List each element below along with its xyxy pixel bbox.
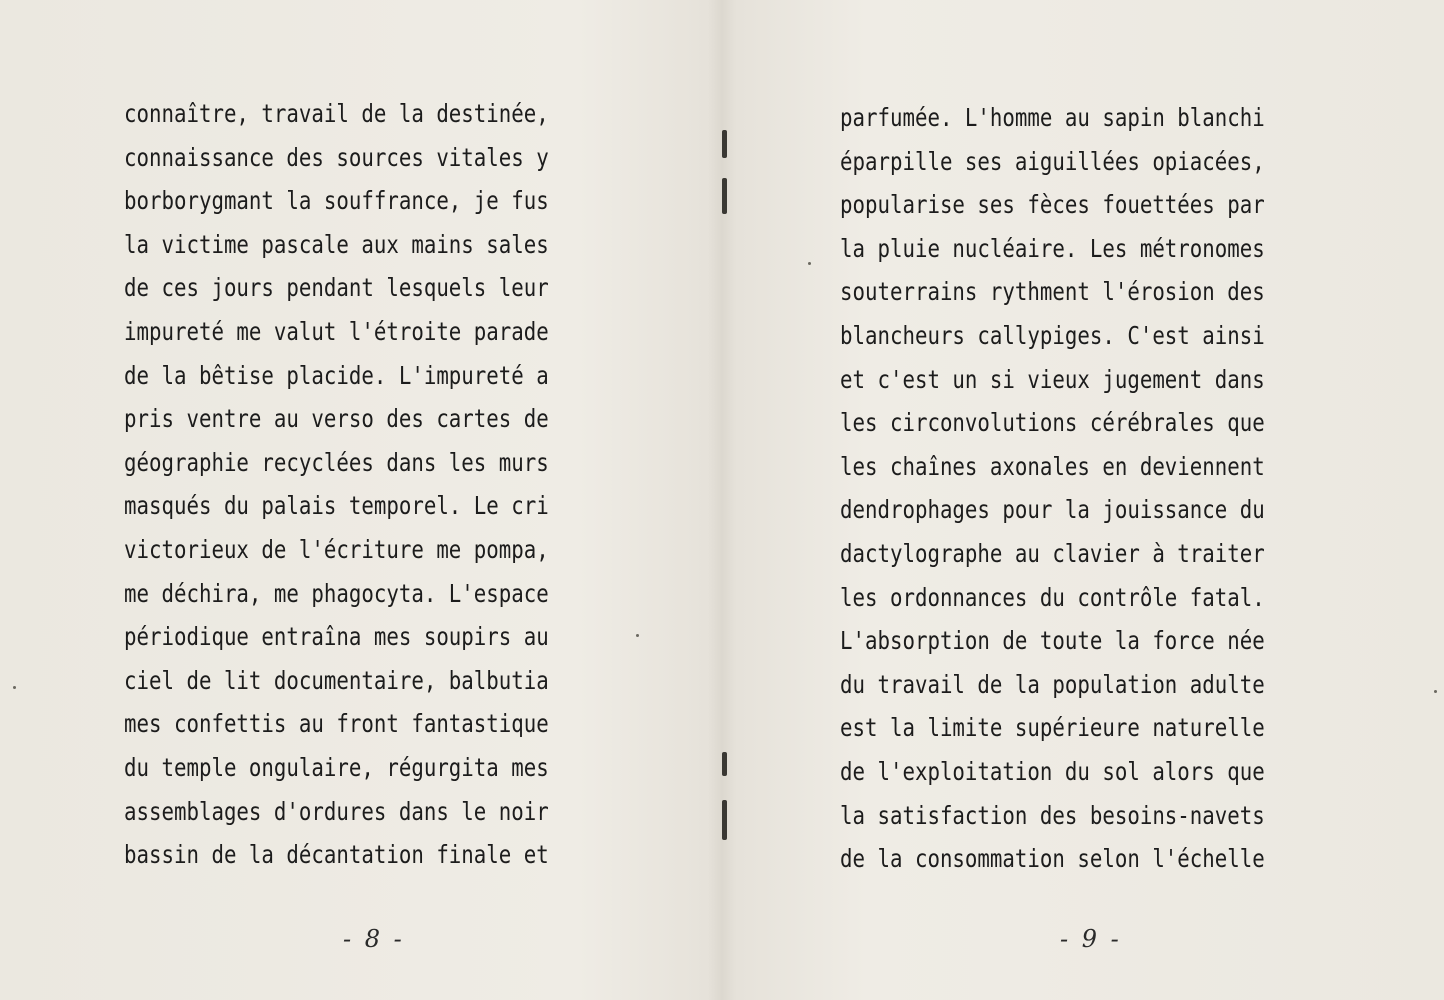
text-line: dendrophages pour la jouissance du — [840, 495, 1265, 525]
text-line: borborygmant la souffrance, je fus — [124, 186, 549, 216]
text-line: souterrains rythment l'érosion des — [840, 277, 1265, 307]
text-line: éparpille ses aiguillées opiacées, — [840, 146, 1265, 176]
paper-speck — [808, 262, 811, 265]
left-page-text — [124, 92, 622, 877]
paper-speck — [1434, 690, 1437, 693]
text-line: la pluie nucléaire. Les métronomes — [840, 233, 1265, 263]
text-line: victorieux de l'écriture me pompa, — [124, 534, 549, 564]
text-line: de ces jours pendant lesquels leur — [124, 273, 549, 303]
text-line: les circonvolutions cérébrales que — [840, 408, 1265, 438]
text-line: masqués du palais temporel. Le cri — [124, 491, 549, 521]
text-line: de l'exploitation du sol alors que — [840, 756, 1265, 786]
text-line: géographie recyclées dans les murs — [124, 447, 549, 477]
text-line: connaissance des sources vitales y — [124, 142, 549, 172]
page-number-right: - 9 - — [1060, 925, 1122, 953]
text-line: popularise ses fèces fouettées par — [840, 190, 1265, 220]
text-line: du travail de la population adulte — [840, 669, 1265, 699]
text-line: pris ventre au verso des cartes de — [124, 404, 549, 434]
text-line: du temple ongulaire, régurgita mes — [124, 752, 549, 782]
staple-mark — [722, 130, 727, 158]
text-line: impureté me valut l'étroite parade — [124, 316, 549, 346]
text-line: les chaînes axonales en deviennent — [840, 451, 1265, 481]
right-page-text — [840, 96, 1338, 881]
text-line: mes confettis au front fantastique — [124, 709, 549, 739]
text-line: parfumée. L'homme au sapin blanchi — [840, 103, 1265, 132]
text-line: de la consommation selon l'échelle — [840, 844, 1265, 874]
text-line: ciel de lit documentaire, balbutia — [124, 665, 549, 695]
text-line: et c'est un si vieux jugement dans — [840, 364, 1265, 394]
paper-speck — [636, 634, 639, 637]
page-number-left: - 8 - — [343, 925, 405, 953]
right-page — [722, 0, 1444, 1000]
text-line: périodique entraîna mes soupirs au — [124, 622, 549, 652]
text-line: dactylographe au clavier à traiter — [840, 538, 1265, 568]
staple-mark — [722, 800, 727, 840]
paper-speck — [13, 686, 16, 689]
text-line: L'absorption de toute la force née — [840, 626, 1265, 656]
staple-mark — [722, 752, 727, 776]
text-line: bassin de la décantation finale et — [124, 840, 549, 870]
text-line: la victime pascale aux mains sales — [124, 229, 549, 259]
text-line: de la bêtise placide. L'impureté a — [124, 360, 549, 390]
text-line: connaître, travail de la destinée, — [124, 99, 549, 128]
text-line: assemblages d'ordures dans le noir — [124, 796, 549, 826]
text-line: blancheurs callypiges. C'est ainsi — [840, 320, 1265, 350]
staple-mark — [722, 178, 727, 214]
text-line: les ordonnances du contrôle fatal. — [840, 582, 1265, 612]
text-line: la satisfaction des besoins-navets — [840, 800, 1265, 830]
text-line: est la limite supérieure naturelle — [840, 713, 1265, 743]
text-line: me déchira, me phagocyta. L'espace — [124, 578, 549, 608]
